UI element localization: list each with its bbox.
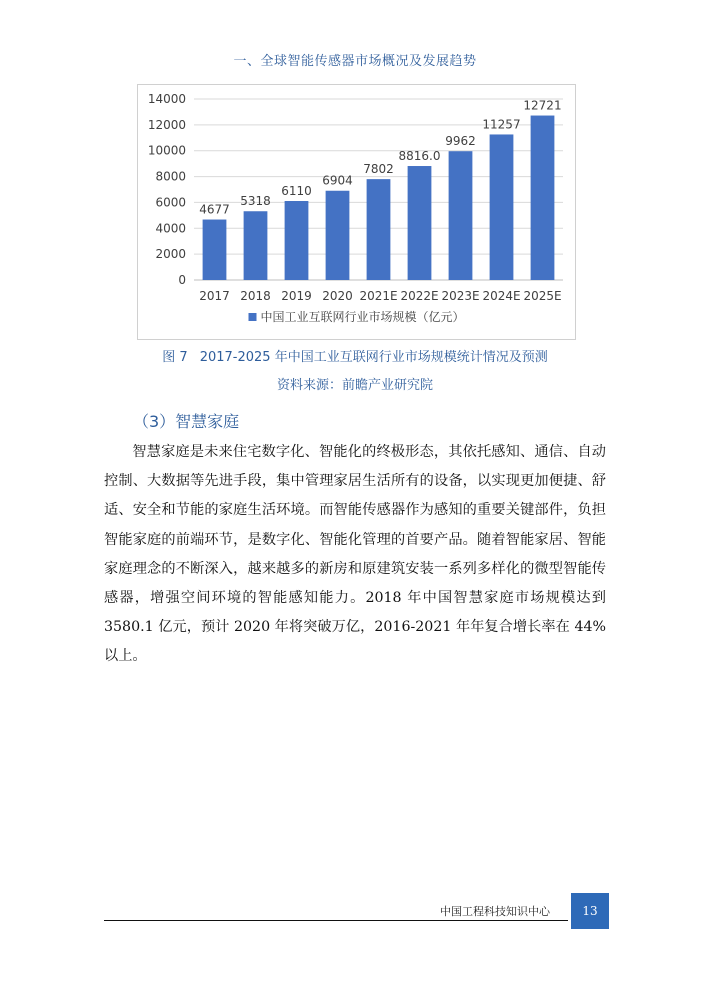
figure-number: 图 7 [162, 350, 188, 365]
figure-source: 资料来源：前瞻产业研究院 [276, 378, 433, 393]
data-label: 8816.0 [398, 149, 441, 164]
section-heading: （3）智慧家庭 [133, 412, 240, 431]
x-tick-label: 2024E [482, 289, 521, 303]
y-tick-label: 0 [178, 273, 186, 287]
data-label: 5318 [240, 194, 271, 209]
bar [367, 179, 391, 280]
data-label: 6904 [322, 173, 353, 188]
x-tick-label: 2020 [322, 289, 353, 303]
bar [531, 116, 555, 280]
y-tick-label: 10000 [147, 143, 186, 158]
y-tick-label: 8000 [155, 169, 186, 184]
bar [449, 151, 473, 280]
y-tick-label: 2000 [155, 247, 186, 262]
x-tick-label: 2019 [281, 289, 312, 303]
bar-chart [137, 84, 576, 340]
bar [203, 220, 227, 280]
footer-org: 中国工程科技知识中心 [440, 905, 550, 918]
y-tick-label: 6000 [155, 195, 186, 210]
x-tick-label: 2018 [240, 289, 271, 303]
legend-label: 中国工业互联网行业市场规模（亿元） [260, 310, 465, 324]
x-tick-label: 2021E [359, 289, 398, 303]
data-label: 9962 [445, 134, 476, 149]
x-tick-label: 2025E [523, 289, 562, 303]
data-label: 6110 [281, 184, 312, 199]
bar [326, 191, 350, 280]
x-tick-label: 2017 [199, 289, 230, 303]
data-label: 4677 [199, 202, 230, 217]
bar [408, 166, 432, 280]
data-label: 7802 [363, 162, 394, 177]
body-paragraph: 智慧家庭是未来住宅数字化、智能化的终极形态，其依托感知、通信、自动控制、大数据等先进手段，集中管理家居生活所有的设备，以实现更加便捷、舒适、安全和节能的家庭生活环境。而智能传感器作为感知的重要关键部件，负担智能家庭的前端环节，是数字化、智能化管理的首要产品。随着智能家居、智能家庭理念的不断深入，越来越多的新房和原建筑安装一系列多样化的微型智能传感器，增强空间环境的智能感知能力。2018 年中国智慧家庭市场规模达到 3580.1 亿元，预计 2020 年将突破万亿，2016-2021 年年复合增长率在 44%以上。 [104, 444, 606, 665]
page-header: 一、全球智能传感器市场概况及发展趋势 [233, 54, 477, 69]
data-label: 12721 [523, 98, 562, 113]
chart-svg [138, 85, 575, 339]
y-tick-label: 12000 [147, 117, 186, 132]
bar [285, 201, 309, 280]
figure-caption-text: 2017-2025 年中国工业互联网行业市场规模统计情况及预测 [199, 350, 548, 365]
page-number: 13 [571, 893, 609, 929]
bar [244, 211, 268, 280]
y-tick-label: 4000 [155, 221, 186, 236]
bar [490, 134, 514, 280]
figure-caption [0, 346, 710, 365]
y-tick-label: 14000 [147, 92, 186, 106]
x-tick-label: 2023E [441, 289, 480, 303]
legend-swatch [249, 313, 257, 321]
footer-divider [104, 920, 568, 921]
x-tick-label: 2022E [400, 289, 439, 303]
data-label: 11257 [482, 117, 521, 132]
